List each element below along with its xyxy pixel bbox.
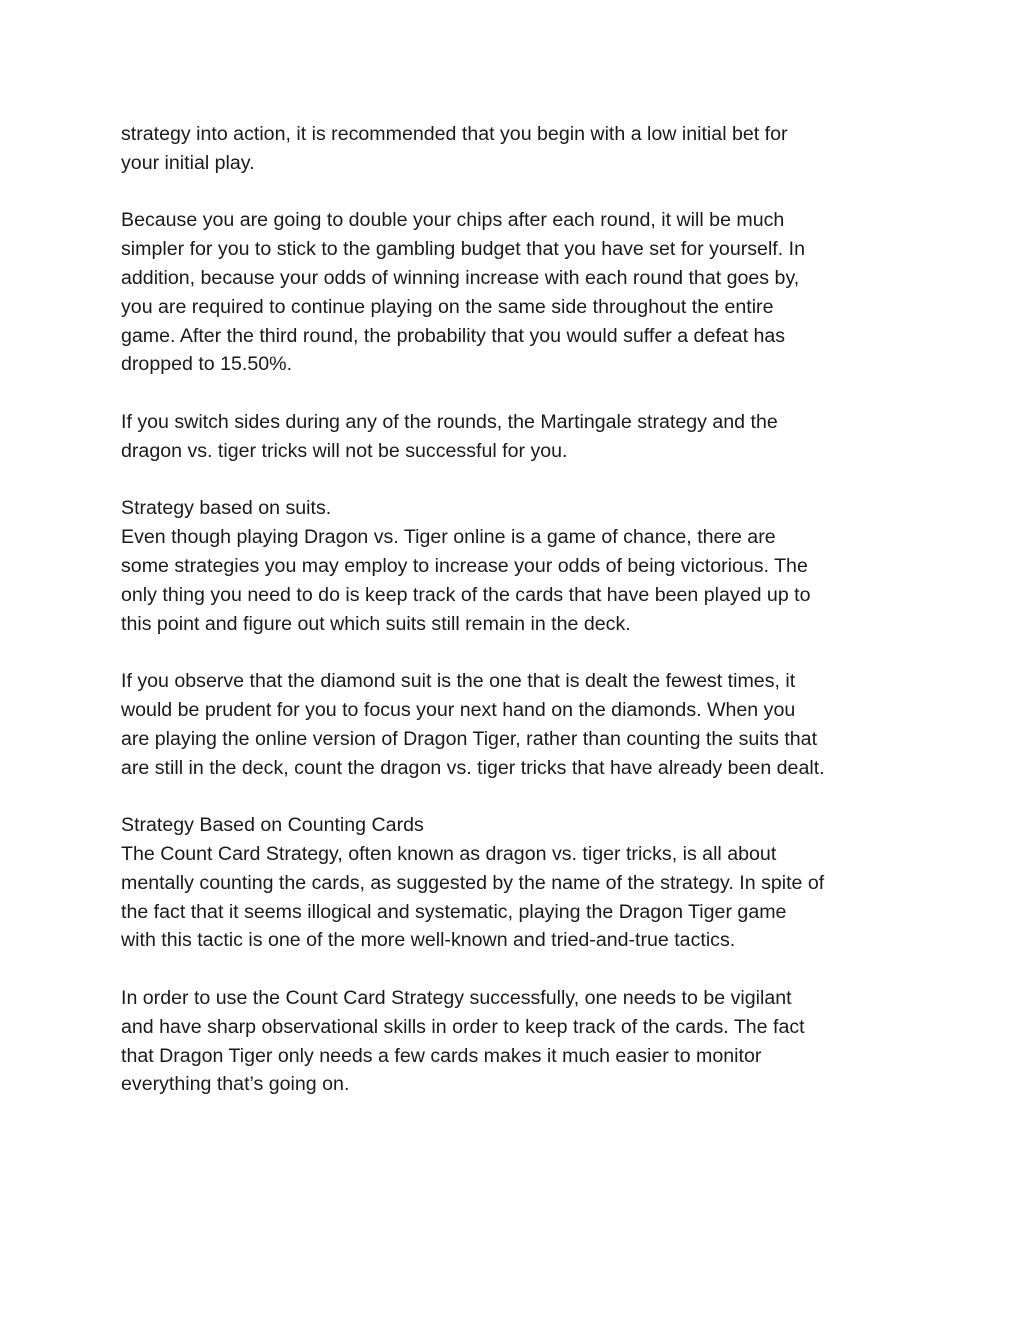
text-line: addition, because your odds of winning increase with each round that goes by, <box>121 266 800 289</box>
text-line: the fact that it seems illogical and systematic, playing the Dragon Tiger game <box>121 900 787 923</box>
text-line: mentally counting the cards, as suggested by the name of the strategy. In spite of <box>121 871 825 894</box>
text-line: dropped to 15.50%. <box>121 353 293 376</box>
text-line: with this tactic is one of the more well-known and tried-and-true tactics. <box>121 929 736 952</box>
paragraph <box>121 667 921 782</box>
text-line: only thing you need to do is keep track of the cards that have been played up to <box>121 583 811 606</box>
text-line: and have sharp observational skills in order to keep track of the cards. The fact <box>121 1015 805 1038</box>
text-line: The Count Card Strategy, often known as dragon vs. tiger tricks, is all about <box>121 842 777 865</box>
paragraph <box>121 811 921 955</box>
paragraph <box>121 120 921 178</box>
text-line: are still in the deck, count the dragon vs. tiger tricks that have already been dealt. <box>121 756 825 779</box>
text-line: Because you are going to double your chips after each round, it will be much <box>121 209 785 232</box>
text-line: game. After the third round, the probability that you would suffer a defeat has <box>121 324 786 347</box>
text-line: dragon vs. tiger tricks will not be successful for you. <box>121 439 568 462</box>
text-line: your initial play. <box>121 151 255 174</box>
document-body <box>121 120 921 1128</box>
text-line: that Dragon Tiger only needs a few cards makes it much easier to monitor <box>121 1044 762 1067</box>
text-line: strategy into action, it is recommended that you begin with a low initial bet for <box>121 123 788 145</box>
paragraph <box>121 494 921 638</box>
text-line: If you switch sides during any of the rounds, the Martingale strategy and the <box>121 410 778 433</box>
text-line: you are required to continue playing on the same side throughout the entire <box>121 295 774 318</box>
text-line: everything that’s going on. <box>121 1073 350 1096</box>
paragraph <box>121 984 921 1099</box>
text-line: this point and figure out which suits still remain in the deck. <box>121 612 631 635</box>
paragraph <box>121 408 921 466</box>
section-heading: Strategy Based on Counting Cards <box>121 814 424 837</box>
text-line: Even though playing Dragon vs. Tiger online is a game of chance, there are <box>121 526 776 549</box>
section-heading: Strategy based on suits. <box>121 497 332 520</box>
text-line: simpler for you to stick to the gambling budget that you have set for yourself. In <box>121 238 805 261</box>
text-line: some strategies you may employ to increase your odds of being victorious. The <box>121 554 808 577</box>
paragraph <box>121 206 921 379</box>
text-line: are playing the online version of Dragon Tiger, rather than counting the suits that <box>121 727 818 750</box>
text-line: In order to use the Count Card Strategy successfully, one needs to be vigilant <box>121 986 792 1009</box>
text-line: would be prudent for you to focus your next hand on the diamonds. When you <box>121 698 796 721</box>
text-line: If you observe that the diamond suit is the one that is dealt the fewest times, it <box>121 670 796 693</box>
